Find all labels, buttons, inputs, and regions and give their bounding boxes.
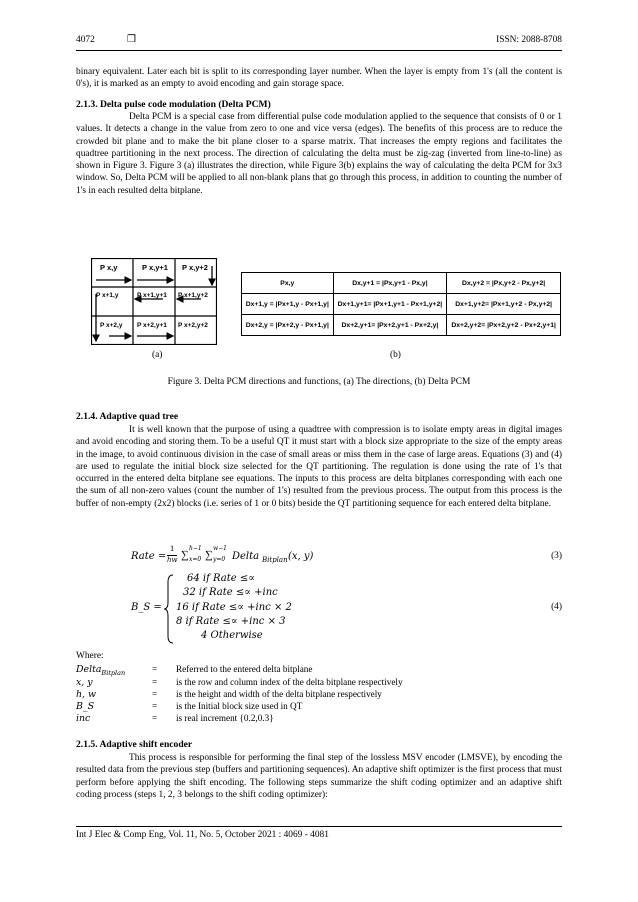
eq3-sum2-top: w−1 — [213, 545, 227, 552]
eq3-sum2: ∑ — [205, 549, 213, 561]
where-term: x, y — [76, 677, 93, 688]
eq4-case: 4 Otherwise — [201, 630, 263, 641]
where-row — [76, 713, 562, 725]
eq3-sum1: ∑ — [181, 549, 189, 561]
where-desc: is the Initial block size used in QT — [176, 701, 303, 711]
where-row — [76, 664, 562, 676]
eq3-args: (x, y) — [288, 551, 314, 562]
section-body-214: It is well known that the purpose of using a quadtree with compression is to isolate empty areas in digital images and avoid encoding and storing them. To be a useful QT it must start with a block size appropriate to the size of the empty areas in the image, to avoid continuous division in the case of small areas or miss them in the case of large areas. Equations (3) and (4) are used to regulate the initial block size selected for the QT partitioning. The regulation is done using the rate of 1's that occurred in the entered delta bitplane see equations. The inputs to this process are delta bitplanes corresponding with each one the sum of all non-zero values (count the number of 1's) resulted from the previous process. The output from this process is the buffer of non-empty (2x2) blocks (i.e. series of 1 or 0 bits) beside the QT partitioning sequence for each entered delta bitplane. — [76, 425, 562, 509]
where-term: Delta$_{Bitplan}$ — [76, 664, 126, 677]
eq4-lhs: B_S = — [131, 602, 162, 613]
where-eq: = — [152, 689, 158, 699]
where-desc: Referred to the entered delta bitplane — [176, 664, 313, 674]
where-term: h, w — [76, 689, 97, 700]
where-eq: = — [152, 701, 158, 711]
where-desc: is the height and width of the delta bitplane respectively — [176, 689, 382, 699]
table-row — [242, 273, 561, 294]
eq3-body-sub: Bitplan — [262, 556, 288, 564]
equation-4 — [131, 573, 371, 645]
eq3-sum1-bot: x=0 — [189, 556, 202, 563]
eq3-frac-den: hw — [167, 556, 178, 564]
table-cell: Dx+2,y+2= |Px+2,y+2 - Px+2,y+1| — [447, 315, 561, 336]
box-icon: ❒ — [127, 34, 136, 45]
where-desc: is the row and column index of the delta bitplane respectively — [176, 677, 403, 687]
table-cell: Dx,y+1 = |Px,y+1 - Px,y| — [333, 273, 447, 294]
table-cell: Dx+1,y = |Px+1,y - Px+1,y| — [242, 294, 334, 315]
equation-4-number: (4) — [551, 602, 562, 612]
eq4-case: 8 if Rate ≤∝ +inc × 3 — [176, 616, 286, 627]
issn: ISSN: 2088-8708 — [496, 35, 562, 45]
grid-cell: P x+2,y — [100, 322, 123, 329]
eq4-case: 32 if Rate ≤∝ +inc — [183, 587, 278, 598]
figure-3a — [91, 258, 217, 345]
table-row — [242, 294, 561, 315]
grid-cell: P x,y — [100, 263, 118, 272]
eq3-lhs: Rate = — [131, 551, 167, 562]
header-rule — [76, 50, 562, 51]
eq4-case: 16 if Rate ≤∝ +inc × 2 — [176, 602, 292, 613]
eq3-sum1-top: h−1 — [189, 545, 202, 552]
where-row — [76, 677, 562, 689]
eq3-sum2-bot: y=0 — [213, 556, 226, 563]
grid-cell: P x+2,y+2 — [178, 322, 208, 329]
table-cell: Dx+1,y+2= |Px+1,y+2 - Px,y+2| — [447, 294, 561, 315]
grid-cell: P x+1,y — [96, 292, 119, 299]
section-body-213: Delta PCM is a special case from differential pulse code modulation applied to the sequence that consists of 0 or 1 values. It detects a change in the value from zero to one and vice versa (edges). The benefits of this process are to reduce the crowded bit plane and to make the bit plane closer to a sparse matrix. That increases the empty regions and facilitates the quadtree partitioning in the next process. The direction of calculating the delta must be zig-zag (inverted from line-to-line) as shown in Figure 3. Figure 3 (a) illustrates the direction, while Figure 3(b) explains the way of calculating the delta PCM for 3x3 window. So, Delta PCM will be applied to all non-blank plans that go through this process, in addition to counting the number of 1's in each resulted delta bitplane. — [76, 112, 562, 196]
where-label: Where: — [76, 651, 104, 661]
journal-footer: Int J Elec & Comp Eng, Vol. 11, No. 5, October 2021 : 4069 - 4081 — [76, 830, 329, 840]
grid-cell: P x,y+1 — [142, 263, 168, 272]
where-desc: is real increment {0.2,0.3} — [176, 713, 274, 723]
page-number: 4072 — [76, 35, 95, 45]
grid-cell: P x+1,y+1 — [137, 292, 167, 299]
table-cell: Dx,y+2 = |Px,y+2 - Px,y+2| — [447, 273, 561, 294]
figure-label-a: (a) — [152, 350, 163, 360]
figure-caption: Figure 3. Delta PCM directions and functions, (a) The directions, (b) Delta PCM — [167, 377, 471, 387]
section-heading-215: 2.1.5. Adaptive shift encoder — [76, 739, 193, 750]
eq3-body: Delta — [232, 551, 260, 562]
intro-paragraph: binary equivalent. Later each bit is split to its corresponding layer number. When the layer is empty from 1's (all the content is 0's), it is marked as an empty to avoid encoding and gain storage space. — [76, 67, 562, 90]
table-cell: Dx+2,y = |Px+2,y - Px+1,y| — [242, 315, 334, 336]
eq4-case: 64 if Rate ≤∝ — [187, 573, 255, 584]
where-eq: = — [152, 677, 158, 687]
where-eq: = — [152, 713, 158, 723]
table-cell: Dx+2,y+1= |Px+2,y+1 - Px+2,y| — [333, 315, 447, 336]
table-cell: Px,y — [242, 273, 334, 294]
curly-brace — [164, 574, 174, 644]
table-row — [242, 315, 561, 336]
where-term: inc — [76, 713, 91, 724]
figure-3b-table — [241, 272, 561, 336]
grid-cell: P x,y+2 — [182, 263, 208, 272]
footer-rule — [76, 826, 562, 827]
equation-3-number: (3) — [551, 551, 562, 561]
table-cell: Dx+1,y+1= |Px+1,y+1 - Px+1,y+2| — [333, 294, 447, 315]
section-heading-213: 2.1.3. Delta pulse code modulation (Delta PCM) — [76, 99, 271, 110]
eq3-frac-num: 1 — [170, 545, 175, 553]
where-term: B_S — [76, 701, 94, 712]
where-eq: = — [152, 664, 158, 674]
section-body-215: This process is responsible for performing the final step of the lossless MSV encoder (LMSVE), by encoding the resulted data from the previous step (buffers and partitioning sequences). An adaptive shift optimizer is the first process that must perform before applying the shift encoding. The following steps summarize the shift coding optimizer and an adaptive shift coding process (steps 1, 2, 3 belongs to the shift coding optimizer): — [76, 753, 562, 800]
grid-cell: P x+1,y+2 — [178, 292, 208, 299]
grid-cell: P x+2,y+1 — [137, 322, 167, 329]
where-row — [76, 689, 562, 701]
figure-label-b: (b) — [390, 350, 401, 360]
where-row — [76, 701, 562, 713]
section-heading-214: 2.1.4. Adaptive quad tree — [76, 411, 179, 422]
